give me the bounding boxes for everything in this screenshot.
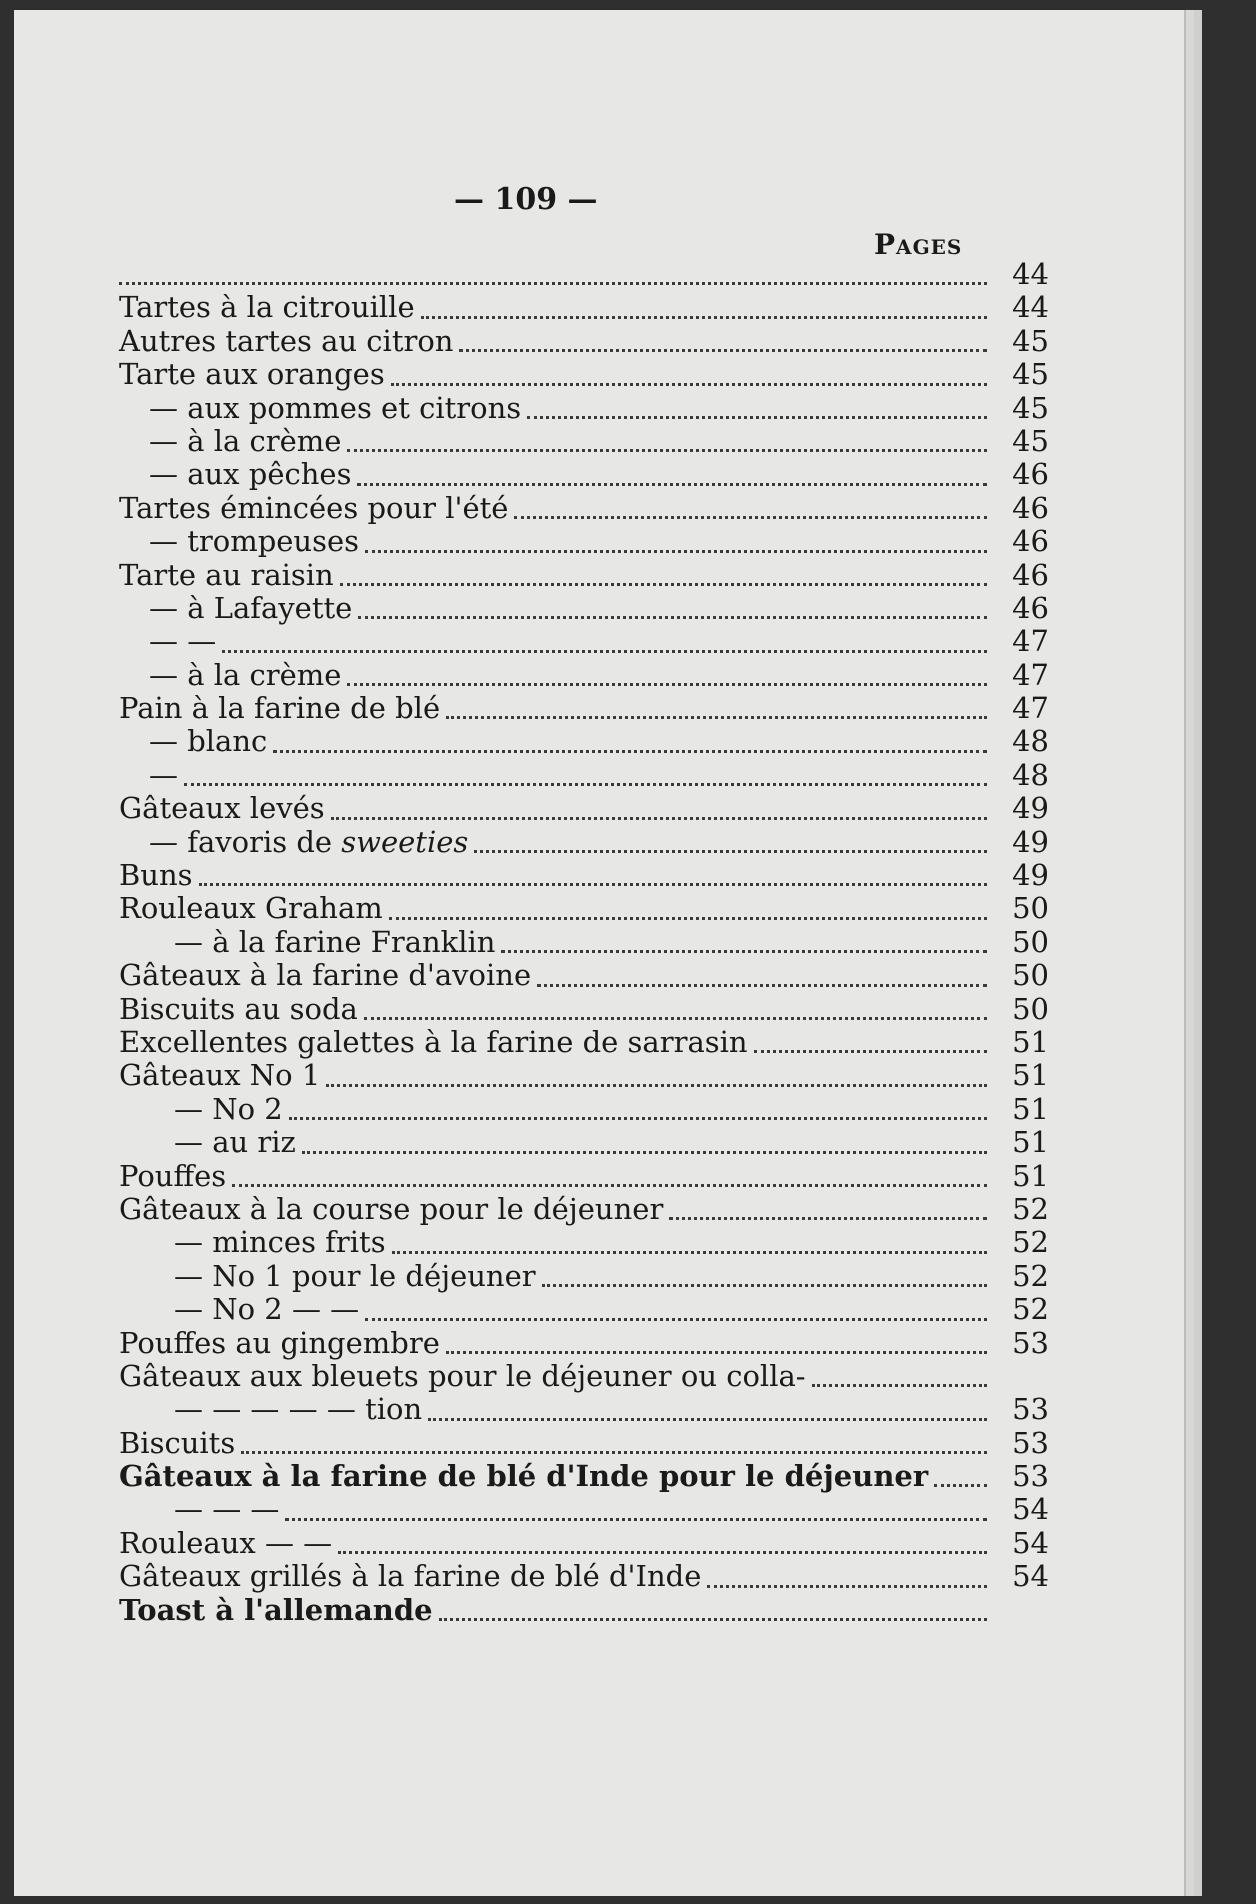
toc-entry-label: — blanc (149, 724, 268, 759)
toc-entry-label: Autres tartes au citron (119, 323, 454, 358)
toc-entry-label: Tarte au raisin (119, 557, 334, 592)
toc-entry-page: 46 (1012, 590, 1049, 625)
toc-entry-page: 52 (1012, 1191, 1049, 1226)
toc-entry-page: 50 (1012, 991, 1049, 1026)
dot-leader (338, 1518, 987, 1554)
toc-entry-label: — à la farine Franklin (174, 924, 496, 959)
dot-leader (347, 650, 987, 686)
toc-entry-label: Gâteaux à la course pour le déjeuner (119, 1191, 664, 1226)
toc-entry-page: 49 (1012, 858, 1049, 893)
toc-entry-label: — aux pommes et citrons (149, 390, 522, 425)
toc-entry-label: — minces frits (174, 1225, 386, 1260)
toc-entry-label: — — — (174, 1492, 280, 1527)
dot-leader (421, 282, 987, 318)
toc-entry-page: 52 (1012, 1258, 1049, 1293)
toc-row (119, 1594, 1049, 1627)
toc-entry-page: 47 (1012, 691, 1049, 726)
dot-leader (289, 1084, 987, 1120)
toc-entry-label: Biscuits (119, 1425, 236, 1460)
dot-leader (184, 750, 987, 786)
dot-leader (812, 1351, 987, 1387)
toc-entry-page: 45 (1012, 323, 1049, 358)
toc-entry-label: — No 2 — — (174, 1292, 360, 1327)
dot-leader (232, 1151, 987, 1187)
toc-entry-page: 51 (1012, 1058, 1049, 1093)
dot-leader (542, 1251, 987, 1287)
dot-leader (222, 616, 987, 652)
toc-entry-page: 46 (1012, 524, 1049, 559)
toc-entry-page: 53 (1012, 1325, 1049, 1360)
toc-entry-page: 54 (1012, 1525, 1049, 1560)
dot-leader (537, 950, 987, 986)
toc-entry-page: 45 (1012, 423, 1049, 458)
toc-entry-page: 52 (1012, 1225, 1049, 1260)
toc-entry-label: — au riz (174, 1125, 296, 1160)
toc-entry-label: — — — — — tion (174, 1392, 423, 1427)
toc-entry-label: — (149, 757, 178, 792)
dot-leader (446, 683, 987, 719)
toc-entry-page: 49 (1012, 824, 1049, 859)
toc-entry-label: — à la crème (149, 657, 342, 692)
toc-entry-label: Gâteaux grillés à la farine de blé d'Inde (119, 1559, 702, 1594)
toc-entry-label: Pouffes au gingembre (119, 1325, 440, 1360)
dot-leader (389, 883, 987, 919)
toc-entry-page: 49 (1012, 791, 1049, 826)
dot-leader (428, 1384, 987, 1420)
toc-entry-label: — No 1 pour le déjeuner (174, 1258, 536, 1293)
dot-leader (326, 1050, 987, 1086)
book-page (14, 10, 1186, 1896)
toc-entry-page: 50 (1012, 891, 1049, 926)
dot-leader (707, 1551, 987, 1587)
dot-leader (754, 1017, 987, 1053)
toc-entry-page: 50 (1012, 924, 1049, 959)
dot-leader (273, 716, 987, 752)
toc-entry-label: Tarte aux oranges (119, 357, 385, 392)
toc-entry-label: — trompeuses (149, 524, 360, 559)
dot-leader (347, 416, 987, 452)
dot-leader (358, 583, 987, 619)
toc-entry-label: — aux pêches (149, 457, 352, 492)
toc-entry-page: 48 (1012, 757, 1049, 792)
toc-row (119, 1427, 1049, 1460)
toc-entry-page: 50 (1012, 958, 1049, 993)
toc-entry-label: — à la crème (149, 423, 342, 458)
toc-entry-label: — à Lafayette (149, 590, 353, 625)
dot-leader (391, 349, 987, 385)
toc-entry-label: Gâteaux aux bleuets pour le déjeuner ou colla- (119, 1358, 806, 1393)
toc-entry-page: 46 (1012, 490, 1049, 525)
toc-entry-page: 47 (1012, 657, 1049, 692)
toc-entry-page: 53 (1012, 1459, 1049, 1494)
toc-entry-page: 52 (1012, 1292, 1049, 1327)
dot-leader (459, 316, 987, 352)
toc-entry-label: Excellentes galettes à la farine de sarrasin (119, 1024, 748, 1059)
toc-entry-page: 45 (1012, 390, 1049, 425)
toc-entry-label: Buns (119, 858, 193, 893)
dot-leader (357, 449, 987, 485)
table-of-contents (119, 258, 1049, 1627)
toc-entry-page: 51 (1012, 1125, 1049, 1160)
toc-entry-page: 54 (1012, 1492, 1049, 1527)
toc-entry-label: Gâteaux à la farine de blé d'Inde pour le déjeuner (119, 1459, 929, 1494)
toc-entry-page: 47 (1012, 624, 1049, 659)
toc-entry-label: Gâteaux No 1 (119, 1058, 321, 1093)
dot-leader (365, 516, 987, 552)
page-number: — 109 — (454, 182, 598, 217)
toc-entry-page: 46 (1012, 457, 1049, 492)
toc-entry-label: — No 2 (174, 1091, 283, 1126)
toc-entry-page: 44 (1012, 257, 1049, 291)
toc-entry-label: — favoris de sweeties (149, 824, 469, 859)
pages-column-header: Pages (874, 228, 963, 261)
toc-entry-label: Gâteaux levés (119, 791, 325, 826)
dot-leader (331, 783, 987, 819)
dot-leader (302, 1117, 987, 1153)
dot-leader (514, 483, 987, 519)
toc-entry-page: 45 (1012, 357, 1049, 392)
toc-entry-label: Tartes à la citrouille (119, 290, 415, 325)
toc-entry-label: Tartes émincées pour l'été (119, 490, 509, 525)
toc-entry-label: Rouleaux — — (119, 1525, 333, 1560)
dot-leader (364, 984, 987, 1020)
toc-entry-page: 51 (1012, 1091, 1049, 1126)
dot-leader (340, 550, 987, 586)
toc-entry-page: 51 (1012, 1024, 1049, 1059)
dot-leader (669, 1184, 987, 1220)
dot-leader (392, 1217, 987, 1253)
italic-word: sweeties (341, 824, 469, 859)
dot-leader (439, 1585, 987, 1621)
dot-leader (119, 249, 987, 285)
toc-entry-label: Pouffes (119, 1158, 227, 1193)
dot-leader (285, 1484, 987, 1520)
dot-leader (934, 1451, 987, 1487)
toc-entry-label: Gâteaux à la farine d'avoine (119, 958, 532, 993)
toc-entry-page: 54 (1012, 1559, 1049, 1594)
toc-entry-page: 53 (1012, 1392, 1049, 1427)
dot-leader (474, 817, 987, 853)
toc-entry-page: 53 (1012, 1425, 1049, 1460)
toc-entry-page: 48 (1012, 724, 1049, 759)
dot-leader (446, 1318, 987, 1354)
dot-leader (199, 850, 987, 886)
toc-entry-label: Biscuits au soda (119, 991, 358, 1026)
dot-leader (241, 1418, 987, 1454)
dot-leader (501, 917, 987, 953)
toc-entry-label: Pain à la farine de blé (119, 691, 441, 726)
toc-entry-page: 44 (1012, 290, 1049, 325)
toc-entry-page: 46 (1012, 557, 1049, 592)
toc-entry-label: Rouleaux Graham (119, 891, 383, 926)
toc-entry-page: 51 (1012, 1158, 1049, 1193)
dot-leader (527, 383, 987, 419)
dot-leader (365, 1284, 987, 1320)
toc-entry-label: Toast à l'allemande (119, 1592, 433, 1627)
toc-entry-label: — — (149, 624, 217, 659)
